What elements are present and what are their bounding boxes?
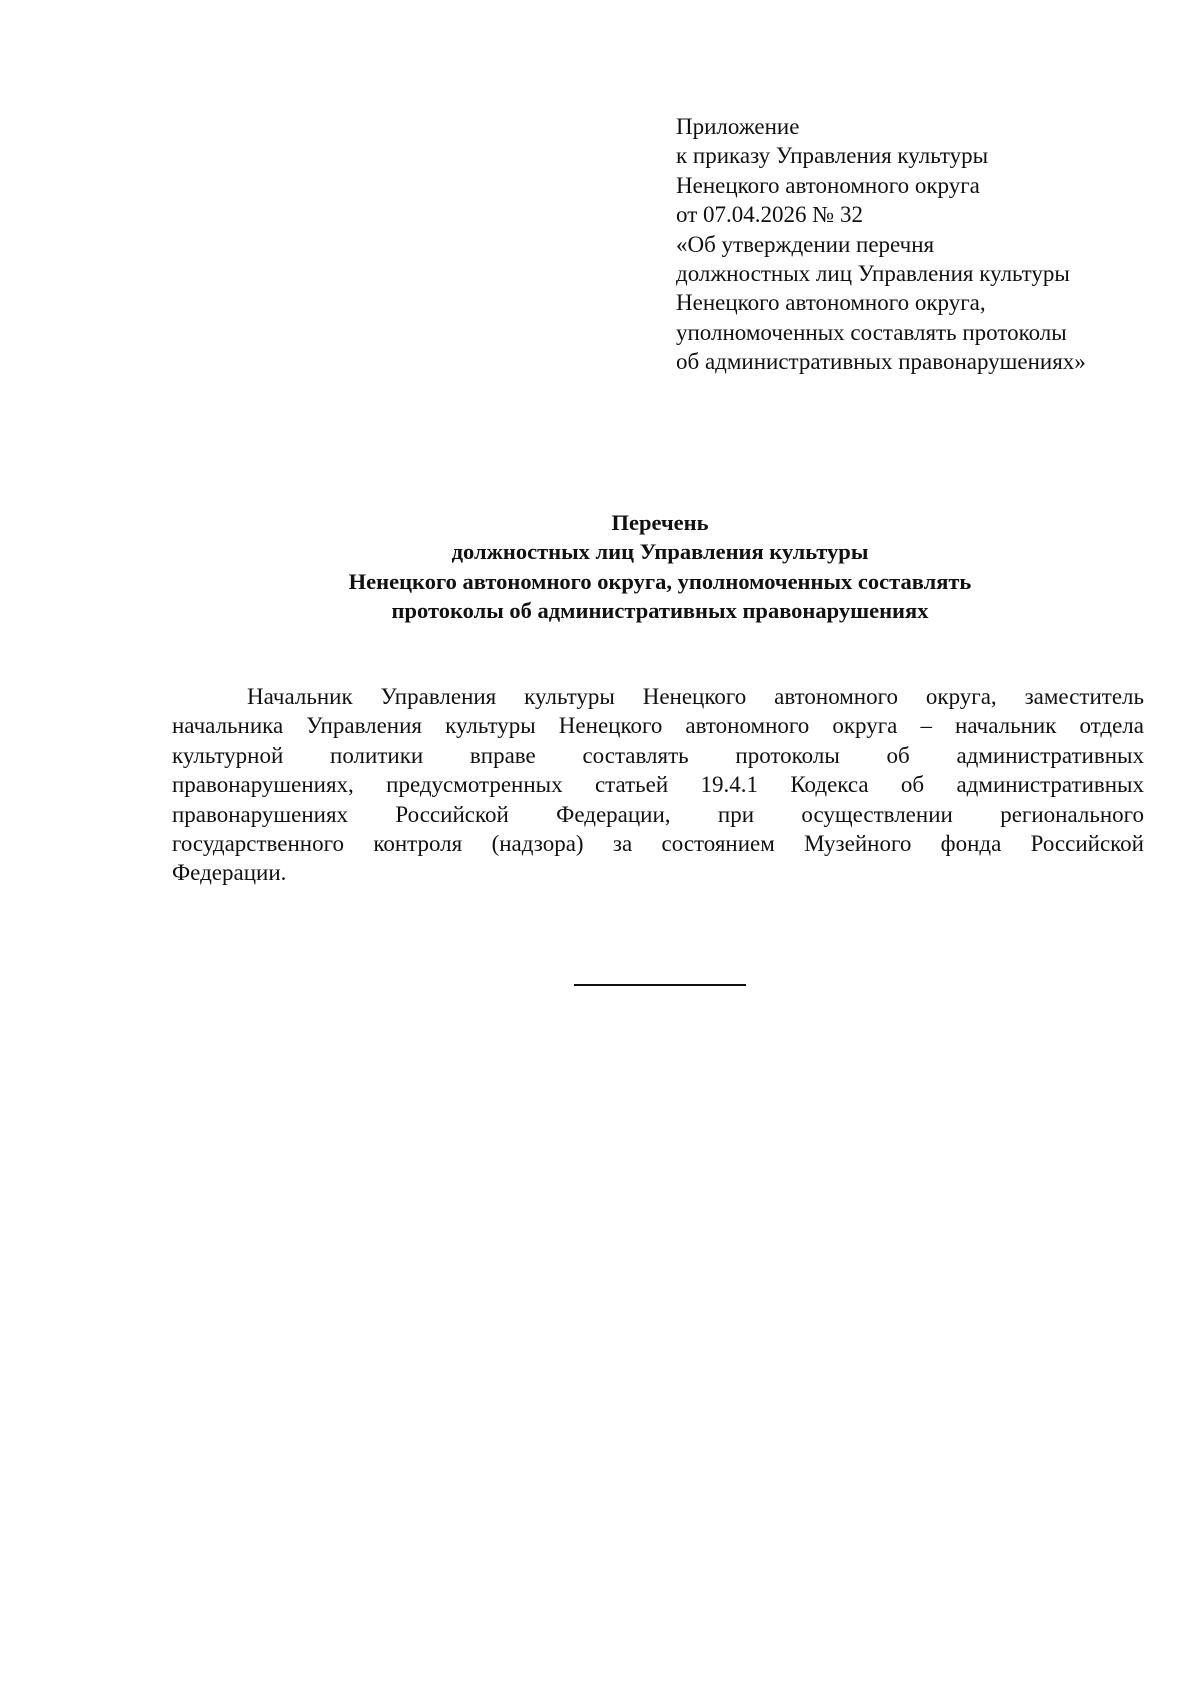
body-line: начальника Управления культуры Ненецкого автономного округа – начальник отдела	[172, 713, 1144, 739]
appendix-line: «Об утверждении перечня	[676, 231, 935, 257]
title-line: должностных лиц Управления культуры	[451, 539, 869, 565]
body-line: правонарушениях, предусмотренных статьей 19.4.1 Кодекса об административных	[172, 772, 1144, 798]
appendix-block	[676, 112, 1156, 377]
title-line: Перечень	[611, 510, 709, 535]
appendix-line: уполномоченных составлять протоколы	[676, 319, 1067, 345]
appendix-line: Ненецкого автономного округа	[676, 172, 980, 198]
appendix-line: должностных лиц Управления культуры	[676, 261, 1070, 287]
document-title	[170, 508, 1150, 626]
body-line: Начальник Управления культуры Ненецкого автономного округа, заместитель	[247, 684, 1144, 709]
appendix-line: Приложение	[676, 114, 800, 139]
appendix-line: от 07.04.2026 № 32	[676, 202, 863, 228]
body-line: Федерации.	[172, 860, 287, 886]
end-divider	[574, 984, 746, 986]
body-line: правонарушениях Российской Федерации, при осуществлении регионального	[172, 801, 1144, 827]
appendix-line: Ненецкого автономного округа,	[676, 290, 986, 316]
appendix-line: об административных правонарушениях»	[676, 349, 1086, 375]
body-line: культурной политики вправе составлять протоколы об административных	[172, 742, 1144, 768]
body-paragraph	[172, 682, 1144, 888]
appendix-line: к приказу Управления культуры	[676, 143, 989, 169]
body-line: государственного контроля (надзора) за состоянием Музейного фонда Российской	[172, 831, 1144, 857]
title-line: протоколы об административных правонарушениях	[391, 598, 929, 624]
title-line: Ненецкого автономного округа, уполномоченных составлять	[348, 568, 972, 594]
